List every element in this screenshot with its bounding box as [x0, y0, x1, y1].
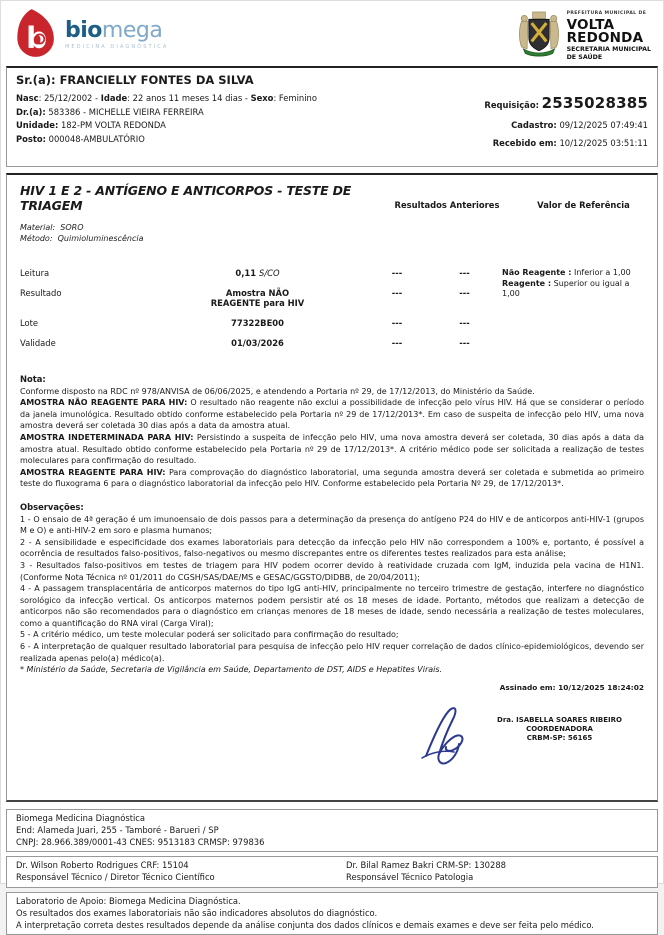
patient-details-left	[16, 92, 317, 156]
exam-result-box	[6, 173, 658, 802]
company-address: End: Alameda Juari, 255 - Tamboré - Barueri / SP	[16, 824, 219, 835]
patient-name: FRANCIELLY FONTES DA SILVA	[59, 73, 254, 87]
municipality-name-2: REDONDA	[566, 29, 644, 46]
observation-item: 2 - A sensibilidade e especificidade dos exames laboratoriais para detecção da infecção pelo HIV não correspondem a 100% e, portanto, é possível a ocorrência de resultados falso-positivos, falso-negativos ou mesmo discrepantes entre os diferentes testes realizados para esta análise;	[20, 537, 644, 559]
report-header	[1, 1, 663, 64]
received-row: Recebido em: 10/12/2025 03:51:11	[492, 138, 648, 148]
column-header-reference-value: Valor de Referência	[537, 200, 630, 210]
technical-responsibles-box	[6, 856, 658, 888]
result-row-label: Leitura	[20, 268, 50, 278]
volta-redonda-crest-icon	[516, 10, 562, 64]
observations-title: Observações:	[20, 501, 84, 512]
requisition-number: 2535028385	[541, 94, 648, 112]
result-unit: S/CO	[259, 268, 280, 278]
observations-section	[20, 502, 644, 664]
patient-station-line: Posto: 000048-AMBULATÓRIO	[16, 133, 145, 144]
previous-result-1: ---	[391, 268, 403, 278]
previous-result-2: ---	[459, 338, 470, 348]
signature-image	[418, 700, 484, 776]
company-name: Biomega Medicina Diagnóstica	[16, 813, 146, 823]
patient-birth-line: Nasc: 25/12/2002 - Idade: 22 anos 11 meses 14 dias - Sexo: Feminino	[16, 93, 317, 103]
result-row-value: 77322BE00	[231, 318, 284, 328]
patient-doctor-line: Dr.(a): 583386 - MICHELLE VIEIRA FERREIRA	[16, 106, 204, 117]
registration-row: Cadastro: 09/12/2025 07:49:41	[511, 120, 648, 130]
exam-header	[20, 183, 644, 223]
signature-area	[20, 692, 644, 787]
signed-at-timestamp: Assinado em: 10/12/2025 18:24:02	[499, 682, 644, 692]
observation-item: 6 - A interpretação de qualquer resultado laboratorial para pesquisa de infecção pelo HIV requer correlação de dados clínico-epidemiológicos, devendo ser realizada apenas pelo(a) médico(a).	[20, 642, 644, 663]
nota-intro: Conforme disposto na RDC nº 978/ANVISA de 06/06/2025, e atendendo a Portaria nº 29, de 17/12/2013, do Ministério da Saúde.	[20, 386, 535, 396]
technical-responsible-right: Dr. Bilal Ramez Bakri CRM-SP: 130288 Responsável Técnico Patologia	[346, 860, 506, 883]
observation-item: 3 - Resultados falso-positivos em testes de triagem para HIV podem ocorrer devido à reatividade cruzada com IgM, induzida pela vacina de H1N1. (Conforme Nota Técnica nº 01/2011 do CGSH/SAS/DAE/MS e GESAC/GGSTO/DIDBB, de 20/04/2011);	[20, 560, 644, 582]
result-row-label: Validade	[20, 338, 56, 348]
patient-details	[7, 89, 657, 166]
result-row-value: 0,11 S/CO	[235, 268, 280, 278]
method-line: Método: Quimioluminescência	[20, 233, 144, 243]
reference-reactive: Reagente : Superior ou igual a 1,00	[502, 278, 630, 298]
reference-nonreactive: Não Reagente : Inferior a 1,00	[502, 268, 631, 277]
brand-bio: bio	[65, 18, 102, 43]
nota-reactive: AMOSTRA REAGENTE PARA HIV: Para comprovação do diagnóstico laboratorial, uma segunda amostra deverá ser coletada e submetida ao primeiro teste do fluxograma 6 para o diagnóstico laboratorial da infecção pelo HIV. Conforme estabelecido pela Portaria Nº 29, de 17/12/2013*.	[20, 467, 644, 489]
company-registry: CNPJ: 28.966.389/0001-43 CNES: 9513183 CRMSP: 979836	[16, 836, 265, 847]
previous-result-1: ---	[391, 338, 403, 348]
biomega-brand-text	[65, 20, 168, 50]
previous-result-1: ---	[391, 288, 403, 298]
patient-name-row	[7, 68, 657, 89]
company-info-box	[6, 809, 658, 852]
signing-doctor-block	[477, 716, 642, 743]
patient-name-label: Sr.(a):	[16, 73, 56, 87]
municipality-dept-2: DE SAÚDE	[566, 54, 603, 62]
material-line: Material: SORO	[20, 223, 84, 232]
result-row-value: 01/03/2026	[231, 338, 284, 348]
nota-indeterminate: AMOSTRA INDETERMINADA PARA HIV: Persistindo a suspeita de infecção pelo HIV, uma nova amostra deverá ser coletada, 30 dias após a data da amostra atual. Resultado obtido conforme estabelecido pela Portaria nº 29 de 17/12/2013*. A critério médico pode ser solicitada a realização de testes moleculares para confirmação do resultado.	[20, 432, 644, 466]
volta-redonda-logo	[512, 8, 655, 66]
exam-title: HIV 1 E 2 - ANTÍGENO E ANTICORPOS - TESTE DE TRIAGEM	[20, 183, 352, 213]
previous-result-2: ---	[459, 268, 470, 278]
patient-unit-line: Unidade: 182-PM VOLTA REDONDA	[16, 120, 166, 130]
requisition-row: Requisição: 2535028385	[484, 94, 648, 112]
biomega-brand-name	[65, 20, 168, 42]
lab-disclaimer-box: Laboratorio de Apoio: Biomega Medicina Diagnóstica. Os resultados dos exames laboratoriais não são indicadores absolutos do diagnóstico. A interpretação correta destes resultados depende da análise conjunta dos dados clínicos e demais exames e deve ser feita pelo médico.	[6, 892, 658, 935]
biomega-drop-icon	[15, 8, 59, 62]
column-header-previous-results: Resultados Anteriores	[394, 200, 500, 210]
previous-result-1: ---	[391, 318, 403, 328]
municipality-dept-1: SECRETARIA MUNICIPAL	[566, 45, 651, 53]
previous-result-2: ---	[459, 318, 470, 328]
ministry-footnote: * Ministério da Saúde, Secretaria de Vigilância em Saúde, Departamento de DST, AIDS e Hepatites Virais.	[20, 665, 443, 675]
signing-doctor-name: Dra. ISABELLA SOARES RIBEIRO	[497, 715, 622, 724]
technical-responsible-left: Dr. Wilson Roberto Rodrigues CRF: 15104 Responsável Técnico / Diretor Técnico Científico	[16, 860, 215, 883]
svg-text:b: b	[26, 21, 48, 56]
signing-doctor-registry: CRBM-SP: 56165	[526, 733, 593, 742]
result-row-label: Resultado	[20, 288, 62, 298]
result-row-value: Amostra NÃO REAGENTE para HIV	[210, 288, 305, 308]
municipality-text	[567, 12, 651, 62]
previous-result-2: ---	[459, 288, 470, 298]
patient-details-right	[484, 92, 648, 156]
observation-item: 1 - O ensaio de 4ª geração é um imunoensaio de dois passos para a determinação da presença do antígeno P24 do HIV e de anticorpos anti-HIV-1 (grupos M e O) e anti-HIV-2 em soro e plasma humanos;	[20, 514, 644, 536]
nota-title: Nota:	[20, 374, 46, 384]
exam-results-grid	[20, 268, 644, 348]
biomega-logo	[15, 8, 168, 62]
brand-mega: mega	[101, 18, 163, 43]
signing-doctor-role: COORDENADORA	[526, 724, 593, 733]
patient-info-box	[6, 66, 658, 167]
reference-values	[502, 268, 644, 308]
municipality-name-1: VOLTA	[566, 16, 615, 33]
observation-item: 5 - A critério médico, um teste molecular poderá ser solicitado para confirmação do resultado;	[20, 630, 399, 640]
municipality-line1: PREFEITURA MUNICIPAL DE	[566, 11, 647, 17]
result-row-label: Lote	[20, 318, 39, 328]
nota-nonreactive: AMOSTRA NÃO REAGENTE PARA HIV: O resultado não reagente não exclui a possibilidade de infecção pelo vírus HIV. Há que se considerar o período da janela imunológica. Resultado obtido conforme estabelecido pela Portaria nº 29 de 17/12/2013*. Em caso de suspeita de infecção pelo HIV, uma nova amostra deverá ser coletada 30 dias após a data da amostra atual.	[20, 398, 644, 431]
brand-subtitle: MEDICINA DIAGNÓSTICA	[65, 44, 169, 50]
observation-item: 4 - A passagem transplacentária de anticorpos maternos do tipo IgG anti-HIV, principalmente no terceiro trimestre de gestação, interfere no diagnóstico sorológico da infecção vertical. Os anticorpos maternos podem persistir até os 18 meses de idade. Portanto, métodos que realizam a detecção de anticorpos não são recomendados para o diagnóstico em crianças menores de 18 meses de idade, sendo necessária a realização de testes moleculares, como a quantificação do RNA viral (Carga Viral);	[20, 584, 644, 628]
nota-section	[20, 374, 644, 676]
